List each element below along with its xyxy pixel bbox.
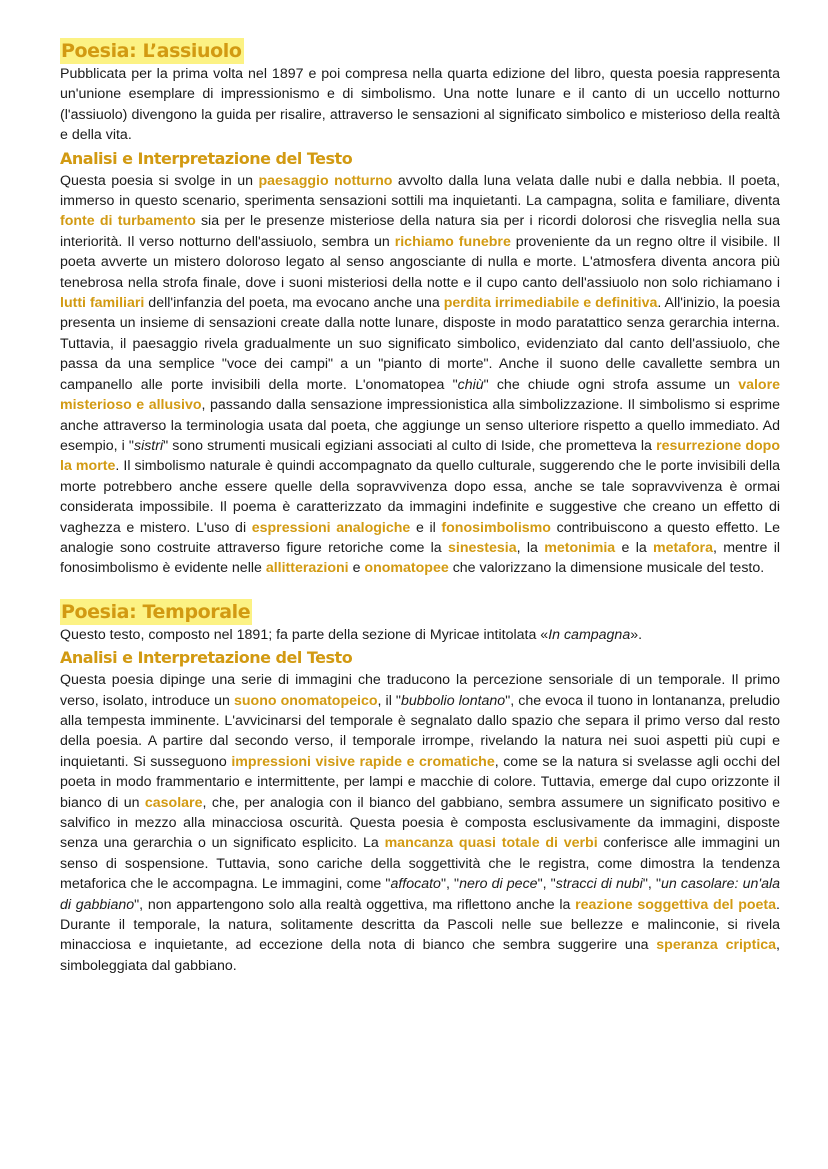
italic-quote: affocato xyxy=(390,876,441,893)
text-run: Questa poesia si svolge in un xyxy=(60,172,259,189)
highlighted-term: speranza criptica xyxy=(656,937,777,954)
italic-quote: sistri xyxy=(133,437,164,454)
highlighted-term: allitterazioni xyxy=(265,560,349,577)
highlighted-term: metonimia xyxy=(544,539,616,556)
text-run: " che chiude ogni strofa assume un xyxy=(483,376,739,393)
section-title: Poesia: L’assiuolo xyxy=(61,40,242,62)
text-run: dell'infanzia del poeta, ma evocano anche una xyxy=(144,295,444,312)
text-run: e il xyxy=(410,519,442,536)
highlighted-term: paesaggio notturno xyxy=(258,172,393,189)
text-run: , simboleggiata dal gabbiano. xyxy=(60,937,780,974)
section-assiuolo xyxy=(60,38,780,579)
text-run: Pubblicata per la prima volta nel 1897 e poi compresa nella quarta edizione del libro, questa poesia rappresenta un'unione esemplare di impressionismo e di simbolismo. Una notte lunare e il canto di un uccello notturno (l'assiuolo) divengono la guida per risalire, attraverso le sensazioni al significato simbolico e misterioso della realtà e della vita. xyxy=(60,66,780,144)
text-run: contribuiscono a questo effetto. Le analogie sono costruite attraverso figure retoriche come la xyxy=(60,519,780,556)
text-run: , come se la natura si svelasse agli occhi del poeta in modo frammentario e intermittente, per lampi e macchie di colore. Tuttavia, emerge dal cupo orizzonte il bianco di un xyxy=(60,753,780,811)
highlighted-term: lutti familiari xyxy=(60,295,145,312)
text-run: , mentre il fonosimbolismo è evidente nelle xyxy=(60,539,780,577)
highlighted-term: casolare xyxy=(144,794,203,811)
text-run: avvolto dalla luna velata dalle nubi e dalla nebbia. Il poeta, immerso in questo scenario, sperimenta sensazioni sottili ma inquietanti. La campagna, solita e familiare, diventa xyxy=(60,172,781,210)
section-subtitle: Analisi e Interpretazione del Testo xyxy=(60,148,353,168)
highlighted-term: metafora xyxy=(653,539,713,556)
highlighted-term: resurrezione dopo la morte xyxy=(60,437,780,475)
text-run: . Durante il temporale, la natura, solitamente descritta da Pascoli nelle sue bellezze e malinconie, si rivela minacciosa e inquietante, ad eccezione della nota di bianco che sembra suggerire una xyxy=(60,896,780,954)
text-run: che valorizzano la dimensione musicale del testo. xyxy=(448,560,765,577)
highlighted-term: suono onomatopeico xyxy=(233,692,378,709)
text-run: ", non appartengono solo alla realtà oggettiva, ma riflettono anche la xyxy=(134,896,576,913)
text-run: Questo testo, composto nel 1891; fa parte della sezione di Myricae intitolata « xyxy=(60,626,549,643)
text-run: e xyxy=(348,560,365,577)
highlighted-term: mancanza quasi totale di verbi xyxy=(384,835,598,852)
section-body xyxy=(60,670,780,976)
text-run: sia per le presenze misteriose della natura sia per i ricordi dolorosi che risveglia nella sua interiorità. Il verso notturno dell'assiuolo, sembra un xyxy=(60,213,780,250)
section-intro xyxy=(60,64,780,146)
text-run: , passando dalla sensazione impressionistica alla simbolizzazione. Il simbolismo si esprime anche attraverso la terminologia usata dal poeta, che aggiunge un senso ulteriore rispetto a quello immediato. Ad esempio, i " xyxy=(60,397,780,454)
highlighted-term: fonte di turbamento xyxy=(60,213,196,230)
text-run: , la xyxy=(516,539,545,556)
section-title: Poesia: Temporale xyxy=(61,600,251,623)
italic-quote: nero di pece xyxy=(459,876,538,893)
highlighted-term: valore misterioso e allusivo xyxy=(60,376,781,414)
text-run: , che, per analogia con il bianco del gabbiano, sembra assumere un significato positivo e salvifico in mezzo alla minacciosa oscurità. Questa poesia è composta esclusivamente da immagini, disposte senza una gerarchia o un significato esplicito. La xyxy=(60,794,780,852)
text-run: . Il simbolismo naturale è quindi accompagnato da quello culturale, suggerendo che le porte invisibili della morte potrebbero anche essere quelle della sopravvivenza dopo essa, anche se tale sopravvivenza è ormai considerata impossibile. Il poema è caratterizzato da immagini indefinite e suggestive che creano un effetto di vaghezza e mistero. L'uso di xyxy=(60,458,780,536)
text-run: " sono strumenti musicali egiziani associati al culto di Iside, che prometteva la xyxy=(163,437,657,454)
text-run: ", " xyxy=(537,876,556,893)
highlighted-term: impressioni visive rapide e cromatiche xyxy=(231,753,495,770)
italic-quote: stracci di nubi xyxy=(555,876,643,893)
highlighted-term: perdita irrimediabile e definitiva xyxy=(443,295,658,312)
italic-quote: bubbolio lontano xyxy=(400,692,506,709)
text-run: ", " xyxy=(642,876,661,893)
italic-quote: In campagna xyxy=(548,626,631,643)
section-body xyxy=(60,171,780,579)
section-intro xyxy=(60,625,780,645)
text-run: ", " xyxy=(440,876,460,893)
text-run: Questa poesia dipinge una serie di immagini che traducono la percezione sensoriale di un temporale. Il primo verso, isolato, introduce un xyxy=(60,672,780,709)
highlighted-term: espressioni analogiche xyxy=(251,519,411,536)
italic-quote: un casolare: un'ala di gabbiano xyxy=(60,876,781,913)
italic-quote: chiù xyxy=(457,376,484,393)
text-run: ", che evoca il tuono in lontananza, preludio alla tempesta imminente. L'avvicinarsi del temporale è segnalato dallo spazio che separa il primo verso dal resto della poesia. A partire dal secondo verso, il temporale irrompe, rivelando la natura nei suoi aspetti più cupi e inquietanti. Si susseguono xyxy=(60,692,781,770)
highlighted-term: fonosimbolismo xyxy=(441,519,551,536)
section-subtitle: Analisi e Interpretazione del Testo xyxy=(60,648,353,668)
text-run: , il " xyxy=(377,692,401,709)
highlighted-term: onomatopee xyxy=(364,560,449,577)
text-run: e la xyxy=(615,539,654,556)
text-run: conferisce alle immagini un senso di sospensione. Tuttavia, sono cariche della soggettività che le registra, come dimostra la tendenza metaforica che le accompagna. Le immagini, come " xyxy=(60,835,781,893)
highlighted-term: sinestesia xyxy=(448,539,517,556)
highlighted-term: richiamo funebre xyxy=(394,233,511,250)
text-run: ». xyxy=(630,626,643,643)
section-temporale xyxy=(60,579,780,977)
text-run: proveniente da un regno oltre il visibile. Il poeta avverte un mistero doloroso legato al senso angosciante di nulla e morte. L'atmosfera diventa ancora più tenebrosa nella strofa finale, dove i suoni misteriosi della notte e il cupo canto dell'assiuolo non solo richiamano i xyxy=(60,233,781,291)
highlighted-term: reazione soggettiva del poeta xyxy=(575,896,777,913)
text-run: . All'inizio, la poesia presenta un insieme di sensazioni create dalla notte lunare, disposte in modo paratattico senza gerarchia interna. Tuttavia, il paesaggio rivela gradualmente un suo significato simbolico, evidenziato dal canto dell'assiuolo, che passa da una semplice "voce dei campi" a un "pianto di morte". Anche il suono delle cavallette sembra un campanello alle porte invisibili della morte. L'onomatopea " xyxy=(60,295,780,393)
